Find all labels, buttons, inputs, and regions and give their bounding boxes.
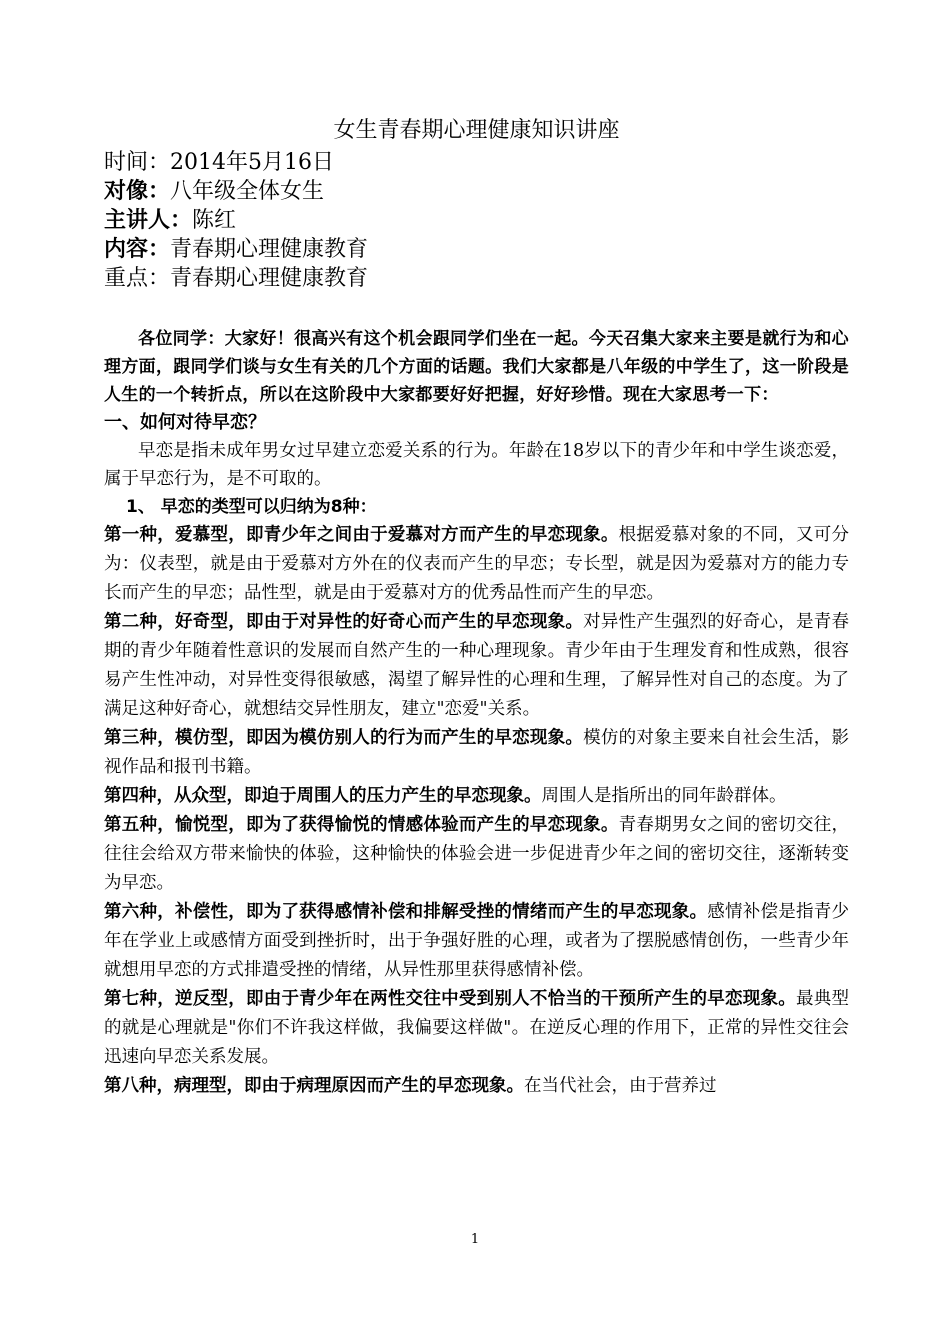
type-item-text: 周围人是指所出的同年龄群体。 xyxy=(541,786,787,806)
type-item-lead: 第七种，逆反型，即由于青少年在两性交往中受到别人不恰当的干预所产生的早恋现象。 xyxy=(104,989,797,1009)
meta-value: 2014年5月16日 xyxy=(170,150,334,175)
type-item-text: 感情补偿是指青少年在学业上或感情方面受到挫折时，出于争强好胜的心理，或者为了摆脱感情创伤，一些青少年就想用早恋的方式排遣受挫的情绪，从异性那里获得感情补偿。 xyxy=(104,902,850,980)
type-item-text: 最典型的就是心理就是"你们不许我这样做，我偏要这样做"。在逆反心理的作用下，正常的异性交往会迅速向早恋关系发展。 xyxy=(104,989,850,1067)
intro-paragraph: 各位同学：大家好！很高兴有这个机会跟同学们坐在一起。今天召集大家来主要是就行为和心理方面，跟同学们谈与女生有关的几个方面的话题。我们大家都是八年级的中学生了，这一阶段是人生的一个转折点，所以在这阶段中大家都要好好把握，好好珍惜。现在大家思考一下： xyxy=(104,329,849,405)
type-item xyxy=(104,724,849,782)
type-item-lead: 第六种，补偿性，即为了获得感情补偿和排解受挫的情绪而产生的早恋现象。 xyxy=(104,902,708,922)
meta-label: 主讲人： xyxy=(104,208,193,233)
meta-audience xyxy=(104,177,849,206)
type-item-lead: 第三种，模仿型，即因为模仿别人的行为而产生的早恋现象。 xyxy=(104,728,584,748)
meta-speaker xyxy=(104,206,849,235)
type-item-text: 根据爱慕对象的不同，又可分为：仪表型，就是由于爱慕对方外在的仪表而产生的早恋；专长型，就是因为爱慕对方的能力专长而产生的早恋；品性型，就是由于爱慕对方的优秀品性而产生的早恋。 xyxy=(104,525,850,603)
type-item xyxy=(104,608,849,724)
meta-content xyxy=(104,235,849,264)
section-heading: 一、如何对待早恋？ xyxy=(104,412,266,433)
meta-label: 重点： xyxy=(104,266,171,291)
type-item xyxy=(104,811,849,898)
type-item xyxy=(104,782,849,811)
meta-value: 青春期心理健康教育 xyxy=(170,266,369,291)
type-item-text: 模仿的对象主要来自社会生活，影视作品和报刊书籍。 xyxy=(104,728,850,777)
type-item-text: 对异性产生强烈的好奇心，是青春期的青少年随着性意识的发展而自然产生的一种心理现象。青少年由于生理发育和性成熟，很容易产生性冲动，对异性变得很敏感，渴望了解异性的心理和生理，了解异性对自己的态度。为了满足这种好奇心，就想结交异性朋友，建立"恋爱"关系。 xyxy=(104,612,850,719)
type-item-lead: 第八种，病理型，即由于病理原因而产生的早恋现象。 xyxy=(104,1076,524,1096)
type-item-lead: 第二种，好奇型，即由于对异性的好奇心而产生的早恋现象。 xyxy=(104,612,584,632)
page-number: 1 xyxy=(470,1232,480,1247)
meta-value: 陈红 xyxy=(192,208,237,233)
document-body xyxy=(104,116,849,1101)
meta-value: 八年级全体女生 xyxy=(170,179,325,204)
type-item-text: 在当代社会，由于营养过 xyxy=(524,1076,717,1096)
type-item xyxy=(104,1072,849,1101)
meta-label: 对像： xyxy=(104,179,171,204)
subsection-heading: 1、 早恋的类型可以归纳为8种： xyxy=(126,497,377,517)
meta-focus xyxy=(104,264,849,293)
document-title: 女生青春期心理健康知识讲座 xyxy=(333,118,620,143)
meta-value: 青春期心理健康教育 xyxy=(170,237,369,262)
type-item-lead: 第一种，爱慕型，即青少年之间由于爱慕对方而产生的早恋现象。 xyxy=(104,525,619,545)
type-item-text: 青春期男女之间的密切交往，往往会给双方带来愉快的体验，这种愉快的体验会进一步促进青少年之间的密切交往，逐渐转变为早恋。 xyxy=(104,815,850,893)
type-item xyxy=(104,521,849,608)
type-item xyxy=(104,985,849,1072)
section-paragraph: 早恋是指未成年男女过早建立恋爱关系的行为。年龄在18岁以下的青少年和中学生谈恋爱，属于早恋行为，是不可取的。 xyxy=(104,441,849,489)
type-item-lead: 第四种，从众型，即迫于周围人的压力产生的早恋现象。 xyxy=(104,786,542,806)
meta-label: 时间： xyxy=(104,150,171,175)
type-item xyxy=(104,898,849,985)
meta-label: 内容： xyxy=(104,237,171,262)
type-item-lead: 第五种，愉悦型，即为了获得愉悦的情感体验而产生的早恋现象。 xyxy=(104,815,619,835)
meta-date xyxy=(104,148,849,177)
